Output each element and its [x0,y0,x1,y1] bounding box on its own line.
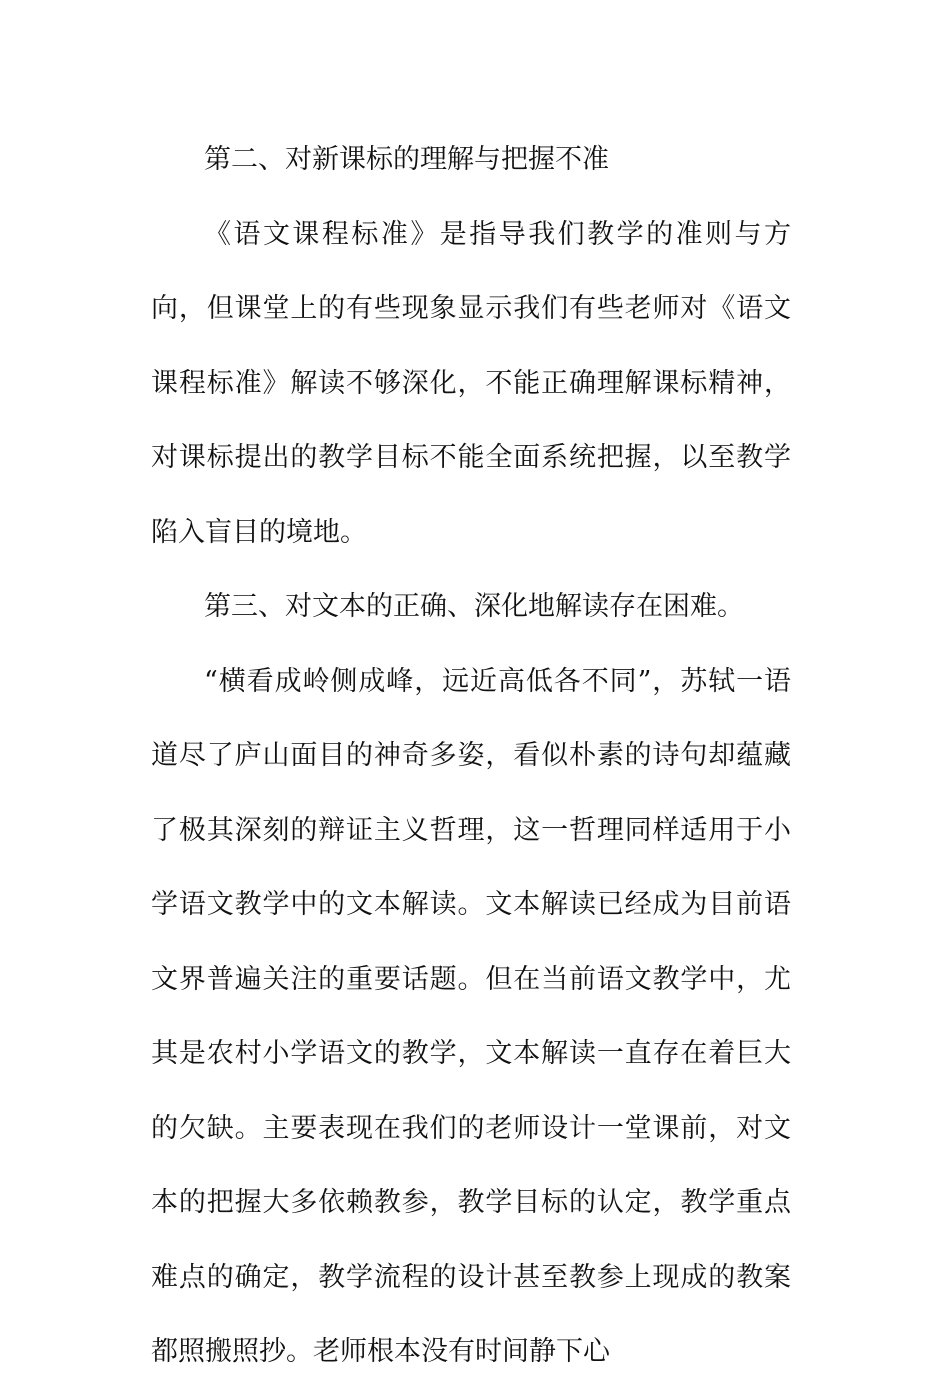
paragraph-curriculum-standard: 《语文课程标准》是指导我们教学的准则与方向，但课堂上的有些现象显示我们有些老师对《语文课程标准》解读不够深化，不能正确理解课标精神，对课标提出的教学目标不能全面系统把握，以至教学陷入盲目的境地。 [151,218,791,548]
document-body [151,123,791,1390]
section-heading-third: 第三、对文本的正确、深化地解读存在困难。 [204,591,744,622]
paragraph-text-interpretation: “横看成岭侧成峰，远近高低各不同”，苏轼一语道尽了庐山面目的神奇多姿，看似朴素的诗句却蕴藏了极其深刻的辩证主义哲理，这一哲理同样适用于小学语文教学中的文本解读。文本解读已经成为目前语文界普遍关注的重要话题。但在当前语文教学中，尤其是农村小学语文的教学，文本解读一直存在着巨大的欠缺。主要表现在我们的老师设计一堂课前，对文本的把握大多依赖教参，教学目标的认定，教学重点难点的确定，教学流程的设计甚至教参上现成的教案都照搬照抄。老师根本没有时间静下心 [151,665,791,1367]
section-heading-second: 第二、对新课标的理解与把握不准 [204,144,609,175]
